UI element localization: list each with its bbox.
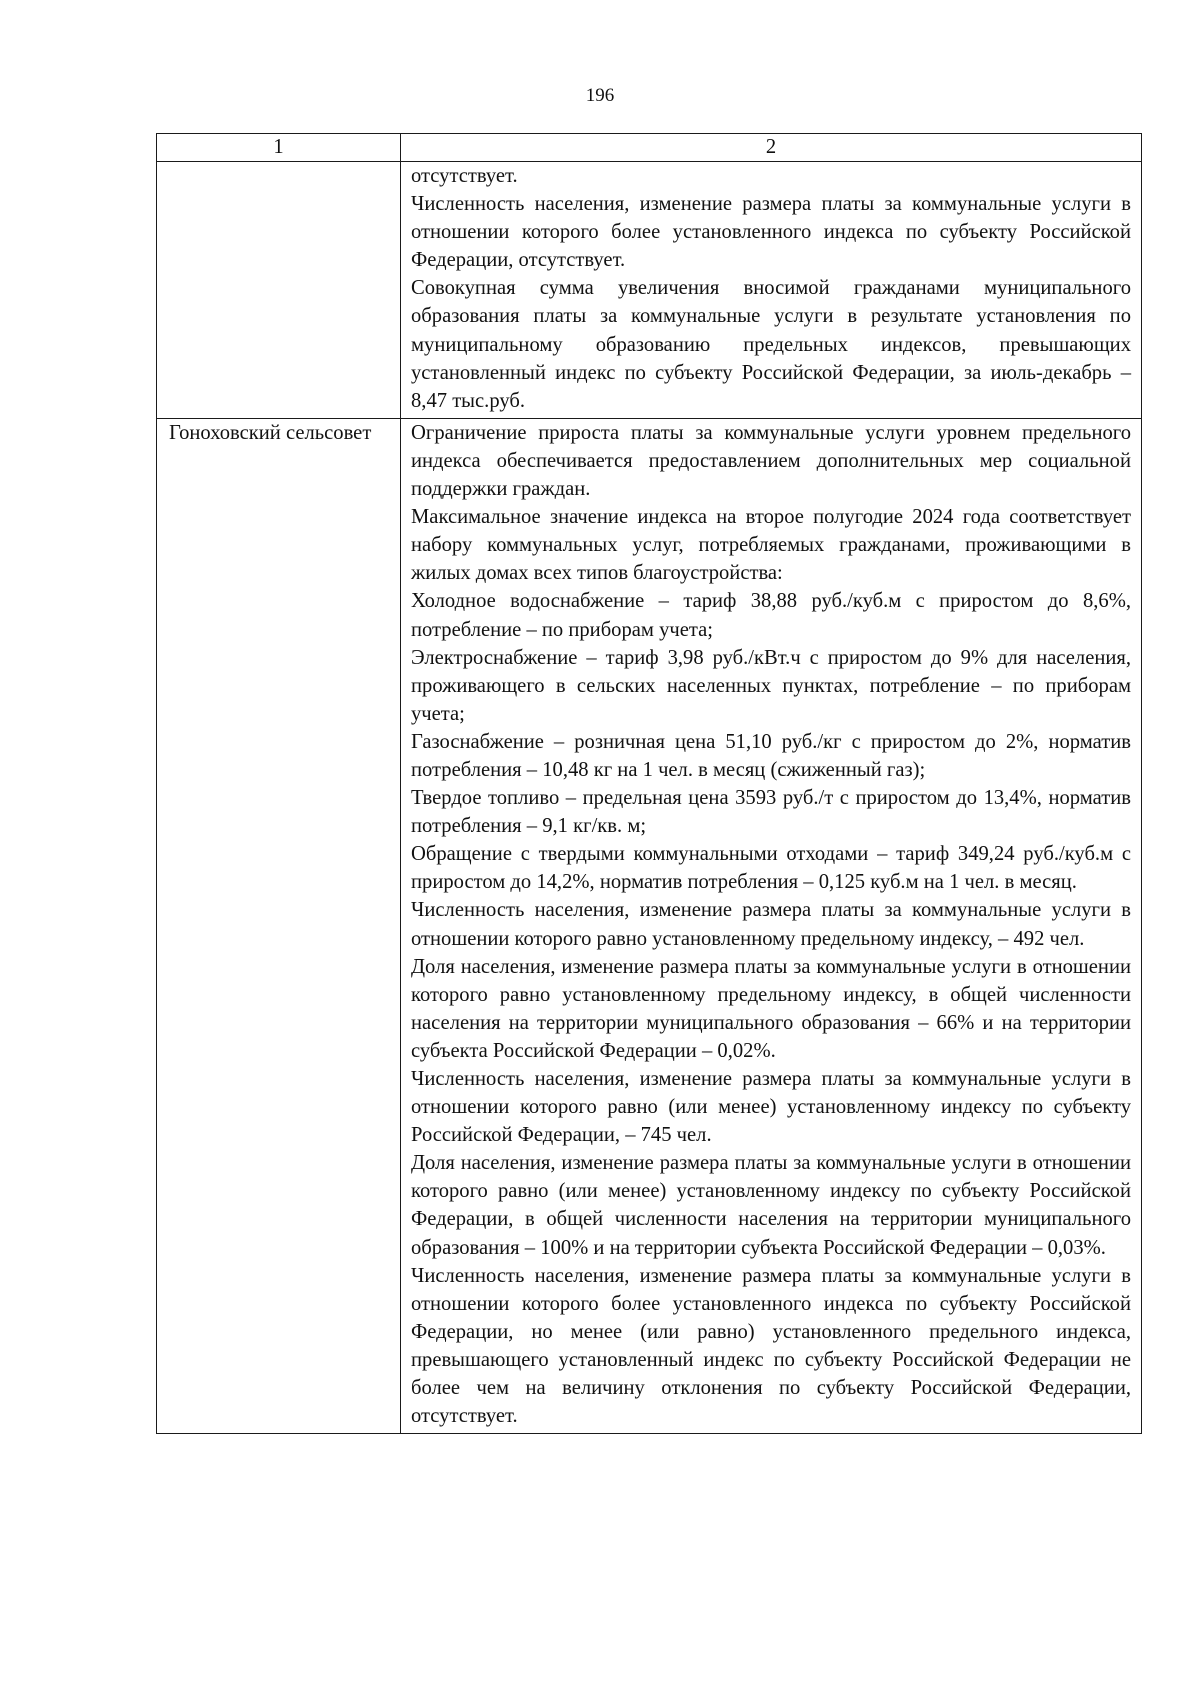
column-header-2: 2	[401, 134, 1142, 162]
page-number: 196	[585, 85, 615, 106]
paragraph: Численность населения, изменение размера платы за коммунальные услуги в отношении которого более установленного индекса по субъекту Российской Федерации, отсутствует.	[411, 193, 1131, 272]
document-table	[156, 133, 1142, 1434]
paragraph: Обращение с твердыми коммунальными отходами – тариф 349,24 руб./куб.м с приростом до 14,2%, норматив потребления – 0,125 куб.м на 1 чел. в месяц.	[411, 843, 1131, 894]
paragraph: Доля населения, изменение размера платы за коммунальные услуги в отношении которого равно установленному предельному индексу, в общей численности населения на территории муниципального образования – 66% и на территории субъекта Российской Федерации – 0,02%.	[411, 955, 1131, 1062]
municipality-name-cell: Гоноховский сельсовет	[157, 418, 401, 1433]
paragraph: Численность населения, изменение размера платы за коммунальные услуги в отношении которого равно установленному предельному индексу, – 492 чел.	[411, 899, 1131, 950]
paragraph: Ограничение прироста платы за коммунальные услуги уровнем предельного индекса обеспечивается предоставлением дополнительных мер социальной поддержки граждан.	[411, 421, 1131, 501]
table-header-row	[157, 134, 1142, 162]
paragraph: Максимальное значение индекса на второе полугодие 2024 года соответствует набору коммунальных услуг, потребляемых гражданами, проживающими в жилых домах всех типов благоустройства:	[411, 506, 1131, 585]
paragraph: Численность населения, изменение размера платы за коммунальные услуги в отношении которого более установленного индекса по субъекту Российской Федерации, но менее (или равно) установленного предельного индекса, превышающего установленный индекс по субъекту Российской Федерации не более чем на величину отклонения по субъекту Российской Федерации, отсутствует.	[411, 1264, 1131, 1428]
municipality-name-cell	[157, 162, 401, 419]
column-header-1: 1	[157, 134, 401, 162]
paragraph: Совокупная сумма увеличения вносимой гражданами муниципального образования платы за коммунальные услуги в результате установления по муниципальному образованию предельных индексов, превышающих установленный индекс по субъекту Российской Федерации, за июль-декабрь – 8,47 тыс.руб.	[411, 277, 1131, 412]
table-row	[157, 162, 1142, 419]
paragraph: Твердое топливо – предельная цена 3593 руб./т с приростом до 13,4%, норматив потребления – 9,1 кг/кв. м;	[411, 787, 1131, 838]
paragraph: Электроснабжение – тариф 3,98 руб./кВт.ч с приростом до 9% для населения, проживающего в сельских населенных пунктах, потребление – по приборам учета;	[411, 646, 1131, 725]
paragraph: Доля населения, изменение размера платы за коммунальные услуги в отношении которого равно (или менее) установленному индексу по субъекту Российской Федерации, в общей численности населения на территории муниципального образования – 100% и на территории субъекта Российской Федерации – 0,03%.	[411, 1152, 1131, 1259]
table-row	[157, 418, 1142, 1433]
description-cell	[401, 418, 1142, 1433]
paragraph: Холодное водоснабжение – тариф 38,88 руб./куб.м с приростом до 8,6%, потребление – по приборам учета;	[411, 590, 1131, 641]
paragraph: отсутствует.	[411, 165, 518, 187]
description-cell	[401, 162, 1142, 419]
paragraph: Численность населения, изменение размера платы за коммунальные услуги в отношении которого равно (или менее) установленному индексу по субъекту Российской Федерации, – 745 чел.	[411, 1068, 1131, 1147]
paragraph: Газоснабжение – розничная цена 51,10 руб./кг с приростом до 2%, норматив потребления – 10,48 кг на 1 чел. в месяц (сжиженный газ);	[411, 730, 1131, 781]
